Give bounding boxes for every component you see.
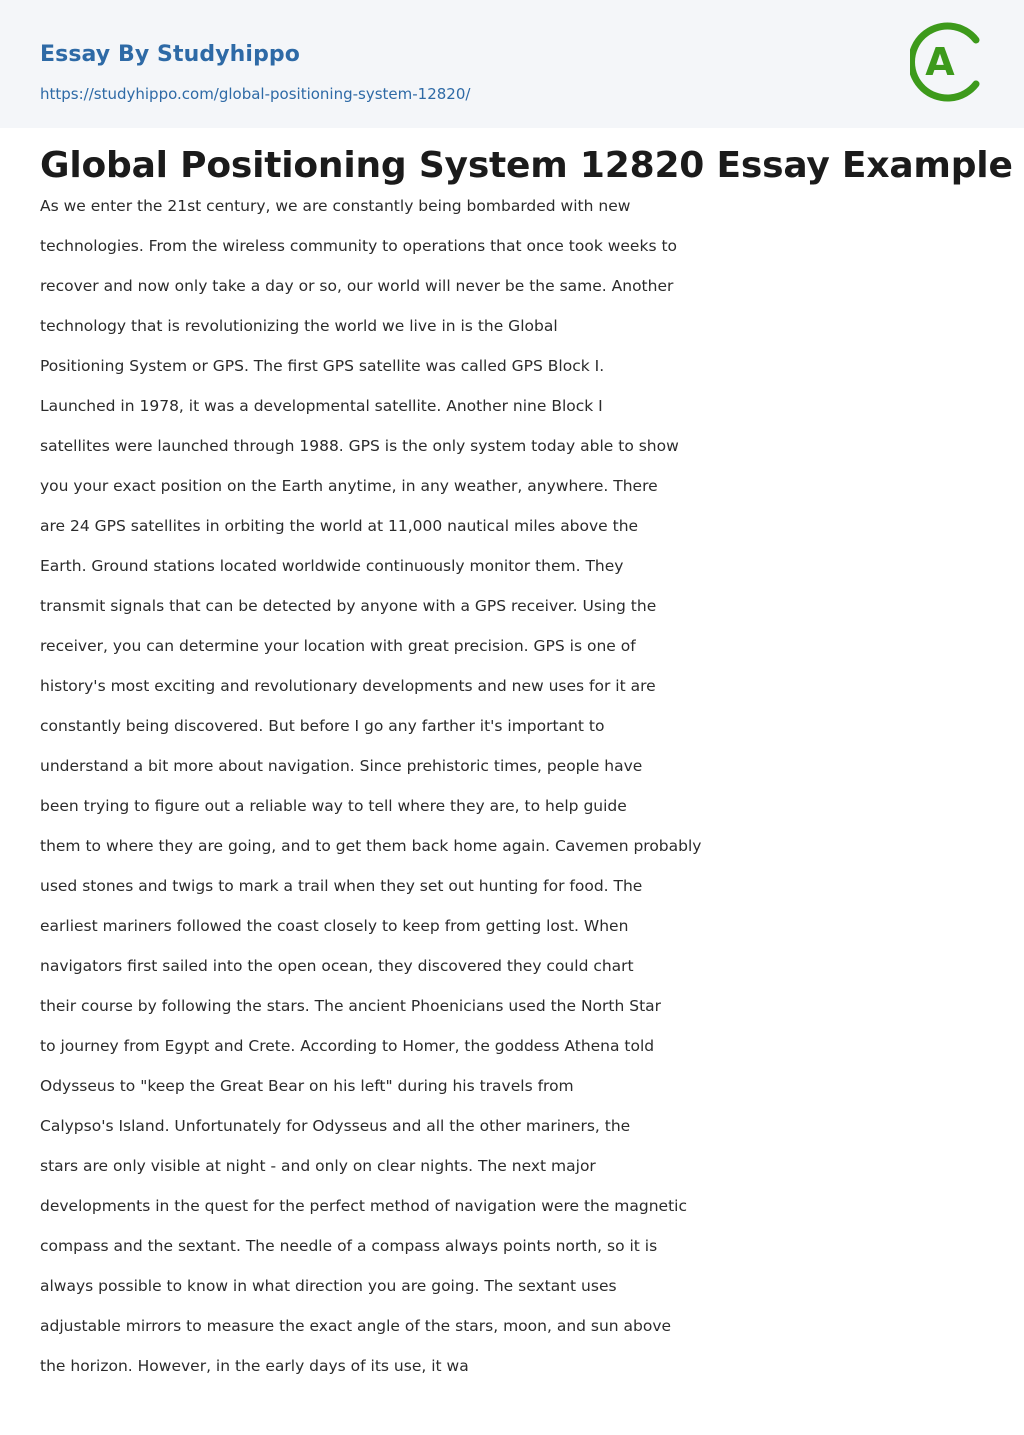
- page-title: Global Positioning System 12820 Essay Example: [40, 145, 1013, 186]
- essay-line: them to where they are going, and to get them back home again. Cavemen probably: [40, 837, 702, 855]
- essay-line: adjustable mirrors to measure the exact angle of the stars, moon, and sun above: [40, 1317, 672, 1335]
- essay-line: Calypso's Island. Unfortunately for Odysseus and all the other mariners, the: [40, 1117, 631, 1135]
- essay-line: technologies. From the wireless community to operations that once took weeks to: [40, 237, 678, 255]
- essay-body: [40, 186, 780, 1386]
- essay-line: always possible to know in what direction you are going. The sextant uses: [40, 1277, 617, 1295]
- studyhippo-logo-icon[interactable]: [910, 18, 988, 106]
- essay-line: understand a bit more about navigation. Since prehistoric times, people have: [40, 757, 643, 775]
- essay-line: navigators first sailed into the open ocean, they discovered they could chart: [40, 957, 634, 975]
- essay-line: Earth. Ground stations located worldwide continuously monitor them. They: [40, 557, 624, 575]
- essay-line: Launched in 1978, it was a developmental satellite. Another nine Block I: [40, 397, 603, 415]
- essay-line: earliest mariners followed the coast closely to keep from getting lost. When: [40, 917, 629, 935]
- essay-line: you your exact position on the Earth anytime, in any weather, anywhere. There: [40, 477, 658, 495]
- essay-line: history's most exciting and revolutionary developments and new uses for it are: [40, 677, 656, 695]
- essay-line: stars are only visible at night - and only on clear nights. The next major: [40, 1157, 596, 1175]
- essay-line: used stones and twigs to mark a trail when they set out hunting for food. The: [40, 877, 643, 895]
- essay-line: compass and the sextant. The needle of a compass always points north, so it is: [40, 1237, 658, 1255]
- essay-line: to journey from Egypt and Crete. According to Homer, the goddess Athena told: [40, 1037, 655, 1055]
- essay-line: been trying to figure out a reliable way to tell where they are, to help guide: [40, 797, 627, 815]
- essay-line: developments in the quest for the perfect method of navigation were the magnetic: [40, 1197, 688, 1215]
- essay-line: Positioning System or GPS. The first GPS satellite was called GPS Block I.: [40, 357, 605, 375]
- essay-line: transmit signals that can be detected by anyone with a GPS receiver. Using the: [40, 597, 657, 615]
- essay-line: the horizon. However, in the early days of its use, it wa: [40, 1357, 469, 1375]
- essay-line: Odysseus to "keep the Great Bear on his left" during his travels from: [40, 1077, 574, 1095]
- essay-line: satellites were launched through 1988. GPS is the only system today able to show: [40, 437, 679, 455]
- essay-line: As we enter the 21st century, we are constantly being bombarded with new: [40, 197, 631, 215]
- essay-line: recover and now only take a day or so, our world will never be the same. Another: [40, 277, 674, 295]
- essay-line: constantly being discovered. But before I go any farther it's important to: [40, 717, 605, 735]
- essay-line: are 24 GPS satellites in orbiting the world at 11,000 nautical miles above the: [40, 517, 639, 535]
- essay-line: their course by following the stars. The ancient Phoenicians used the North Star: [40, 997, 662, 1015]
- essay-line: receiver, you can determine your location with great precision. GPS is one of: [40, 637, 636, 655]
- brand-title[interactable]: Essay By Studyhippo: [40, 42, 300, 67]
- essay-line: technology that is revolutionizing the world we live in is the Global: [40, 317, 558, 335]
- logo-letter: A: [925, 40, 955, 84]
- site-header: [0, 0, 1024, 128]
- essay-url-link[interactable]: https://studyhippo.com/global-positioning-system-12820/: [40, 85, 471, 103]
